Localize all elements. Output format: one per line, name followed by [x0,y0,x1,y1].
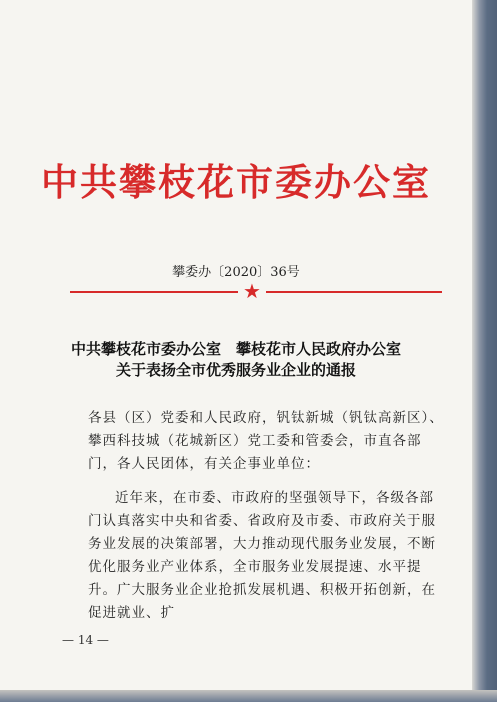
red-rule-left [70,291,238,293]
page-edge [472,0,497,702]
issuer-header: 中共攀枝花市委办公室 [41,160,431,204]
document-number: 攀委办〔2020〕36号 [172,265,300,280]
document-title-line2: 关于表扬全市优秀服务业企业的通报 [115,361,356,379]
red-rule-right [266,291,442,293]
page-number: — 14 — [62,633,109,647]
body-paragraph: 近年来，在市委、市政府的坚强领导下，各级各部门认真落实中央和省委、省政府及市委、市政府关于服务业发展的决策部署，大力推动现代服务业发展，不断优化服务业产业体系，全市服务业发展提速、水平提升。广大服务业企业抢抓发展机遇、积极开拓创新，在促进就业、扩 [88,490,436,621]
page-bottom-edge [0,690,497,702]
star-icon: ★ [243,279,261,303]
addressees-paragraph: 各县（区）党委和人民政府，钒钛新城（钒钛高新区）、攀西科技城（花城新区）党工委和管委会，市直各部门，各人民团体，有关企事业单位： [88,410,444,472]
document-title-line1: 中共攀枝花市委办公室 攀枝花市人民政府办公室 [70,340,401,358]
